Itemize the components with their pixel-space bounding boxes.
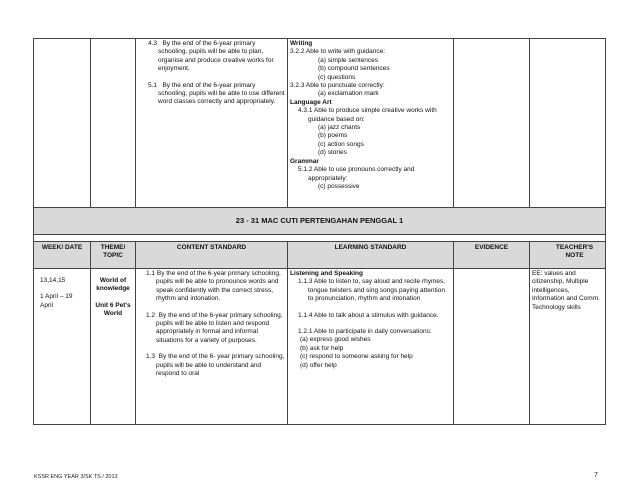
scheme-of-work-table <box>33 38 606 425</box>
language-art-heading: Language Art <box>290 98 332 106</box>
holiday-row <box>34 208 606 235</box>
week-dates: 1 April – 19 April <box>40 293 73 309</box>
evidence-cell <box>454 269 530 425</box>
content-standard-cell <box>136 39 288 208</box>
grammar-heading: Grammar <box>290 157 319 165</box>
header-note: TEACHER'S NOTE <box>530 242 606 269</box>
footer-label: KSSR ENG YEAR 3/SK TS / 2013 <box>34 474 118 480</box>
content-item: 1.2 By the end of the 6-year primary schooling, pupils will be able to listen and respond appropriately in formal and informal situations for a variety of purposes. <box>146 311 283 344</box>
header-learning: LEARNING STANDARD <box>288 242 454 269</box>
content-item: 4.3 By the end of the 6-year primary schooling, pupils will be able to plan, organise and produce creative works for enjoyment. <box>148 40 274 73</box>
content-item: 5.1 By the end of the 6-year primary schooling, pupils will be able to use different word classes correctly and appropriately. <box>148 81 285 106</box>
teacher-note: EE: values and citizenship, Multiple intelligences, Information and Comm. Technology skills <box>532 270 600 311</box>
theme-cell <box>91 269 136 425</box>
content-item: 1.3 By the end of the 6- year primary schooling, pupils will be able to understand and respond to oral <box>146 353 285 378</box>
page-number: 7 <box>594 472 598 479</box>
header-evidence: EVIDENCE <box>454 242 530 269</box>
header-content: CONTENT STANDARD <box>136 242 288 269</box>
week-row <box>34 269 606 425</box>
learning-standard-cell: Listening and Speaking 1.1.3 Able to listen to, say aloud and recite rhymes, tongue twisters and sing songs paying attention to pronunciation, rhythm and intonation 1.1.4 Able to talk about a stimulus with guidance. 1.2.1 Able to participate in daily conversations: (a) express good wishes (b) ask for help (c) respond to someone asking for help (d) offer help <box>288 269 454 425</box>
listening-heading: Listening and Speaking <box>290 270 363 277</box>
teacher-note-cell <box>530 269 606 425</box>
writing-heading: Writing <box>290 40 313 47</box>
content-item: 1.1 By the end of the 6-year primary schooling, pupils will be able to pronounce words and speak confidently with the correct stress, rhythm and intonation. <box>146 270 281 303</box>
continued-row <box>34 39 606 208</box>
learning-standard-cell: Writing 3.2.2 Able to write with guidance: (a) simple sentences (b) compound sentences (c) questions 3.2.3 Able to punctuate correctly: (a) exclamation mark Language Art 4.3.1 Able to produce simple creative works with guidance based on: (a) jazz chants (b) poems (c) action songs (d) stories Grammar 5.1.2 Able to use pronouns correctly and appropriately: (c) possessive <box>288 39 454 208</box>
separator-row <box>34 235 606 242</box>
unit-name: Unit 6 Pet's World <box>95 301 131 318</box>
holiday-banner: 23 - 31 MAC CUTI PERTENGAHAN PENGGAL 1 <box>235 216 404 225</box>
header-theme: THEME/ TOPIC <box>91 242 136 269</box>
header-row <box>34 242 606 269</box>
header-week: WEEK/ DATE <box>34 242 91 269</box>
content-standard-cell <box>136 269 288 425</box>
week-cell <box>34 269 91 425</box>
theme-name: World of knowledge <box>96 277 130 293</box>
week-numbers: 13,14,15 <box>40 277 66 284</box>
